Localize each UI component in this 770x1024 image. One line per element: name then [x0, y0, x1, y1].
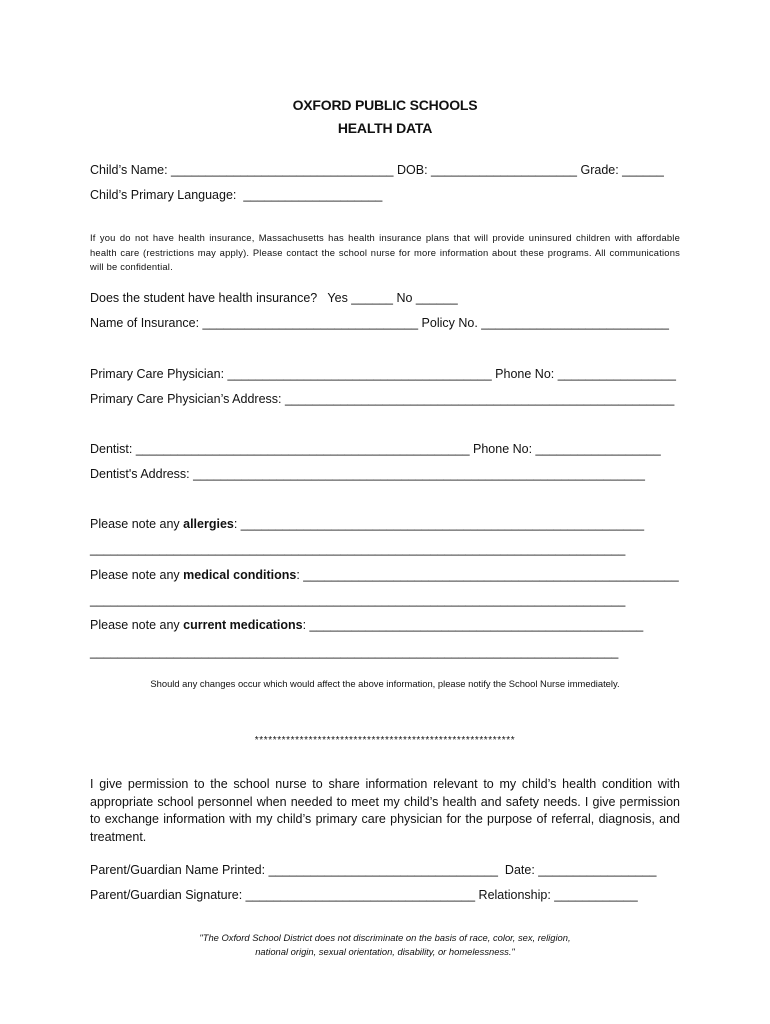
parent-name-line[interactable]: Parent/Guardian Name Printed: _________________________________ Date: _________________ — [90, 863, 657, 877]
parent-signature-line[interactable]: Parent/Guardian Signature: _________________________________ Relationship: ____________ — [90, 888, 638, 902]
insurance-name-line[interactable]: Name of Insurance: _______________________________ Policy No. ___________________________ — [90, 316, 669, 330]
insurance-note: If you do not have health insurance, Massachusetts has health insurance plans that will provide uninsured children with affordable health care (restrictions may apply). Please contact the school nurse for more information about these programs. All communications will be confidential. — [90, 232, 680, 272]
medications-label: current medications — [183, 618, 303, 632]
medications-extra-line[interactable]: ____________________________________________________________________________ — [90, 645, 619, 659]
medical-conditions-line[interactable] — [90, 568, 679, 582]
document-subtitle: HEALTH DATA — [337, 120, 433, 136]
nondiscrimination-statement — [0, 931, 770, 959]
physician-line[interactable]: Primary Care Physician: ______________________________________ Phone No: _________________ — [90, 367, 676, 381]
medical-prefix: Please note any — [90, 568, 184, 582]
allergies-extra-line[interactable]: _____________________________________________________________________________ — [90, 542, 626, 556]
dentist-address-line[interactable]: Dentist's Address: _________________________________________________________________ — [90, 467, 645, 481]
medications-blank: : ________________________________________________ — [302, 618, 644, 632]
insurance-question-line[interactable]: Does the student have health insurance? Yes ______ No ______ — [90, 291, 458, 305]
childs-name-line[interactable]: Child’s Name: ________________________________ DOB: _____________________ Grade: ______ — [90, 163, 664, 177]
primary-language-line[interactable]: Child’s Primary Language: ____________________ — [90, 188, 383, 202]
medical-extra-line[interactable]: _____________________________________________________________________________ — [90, 593, 626, 607]
allergies-blank: : __________________________________________________________ — [233, 517, 645, 531]
footer-line-2: national origin, sexual orientation, disability, or homelessness." — [255, 946, 515, 957]
physician-address-line[interactable]: Primary Care Physician’s Address: ________________________________________________________ — [90, 392, 675, 406]
medical-label: medical conditions — [183, 568, 297, 582]
medical-blank: : ______________________________________________________ — [296, 568, 679, 582]
footer-line-1: "The Oxford School District does not discriminate on the basis of race, color, sex, religion, — [199, 932, 571, 943]
allergies-line[interactable] — [90, 517, 644, 531]
allergies-label: allergies — [183, 517, 234, 531]
allergies-prefix: Please note any — [90, 517, 184, 531]
permission-paragraph: I give permission to the school nurse to share information relevant to my child’s health condition with appropriate school personnel when needed to meet my child’s health and safety needs. I give permission to exchange information with my child’s primary care physician for the purpose of referral, diagnosis, and treatment. — [90, 777, 680, 844]
section-separator: ********************************************************** — [254, 735, 516, 746]
dentist-line[interactable]: Dentist: ________________________________________________ Phone No: __________________ — [90, 442, 661, 456]
changes-notice: Should any changes occur which would affect the above information, please notify the School Nurse immediately. — [150, 678, 620, 689]
medications-prefix: Please note any — [90, 618, 184, 632]
document-title: OXFORD PUBLIC SCHOOLS — [292, 97, 478, 113]
medications-line[interactable] — [90, 618, 643, 632]
